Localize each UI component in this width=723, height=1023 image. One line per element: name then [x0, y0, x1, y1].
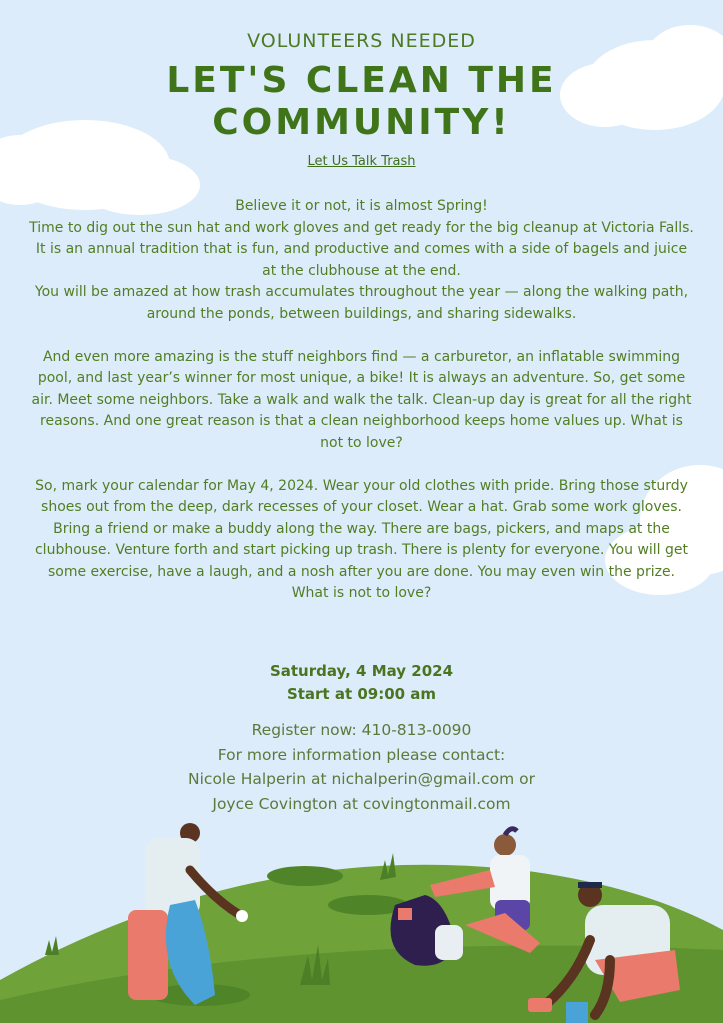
intro-line: Time to dig out the sun hat and work gloves and get ready for the big cleanup at Victoria Falls. — [29, 219, 694, 236]
page-title — [0, 60, 723, 144]
paragraph-calendar: So, mark your calendar for May 4, 2024. Wear your old clothes with pride. Bring those sturdy shoes out from the deep, dark recesses of your closet. Wear a hat. Grab some work gloves. Bring a friend or make a buddy along the way. There are bags, pickers, and maps at the clubhouse. Venture forth and start picking up trash. There is plenty for everyone. You will get some exercise, have a laugh, and a nosh after you are done. You may even win the prize. What is not to love? — [34, 477, 689, 601]
event-time: Start at 09:00 am — [286, 685, 437, 703]
info-label: For more information please contact: — [217, 745, 506, 764]
intro-line: It is an annual tradition that is fun, and productive and comes with a side of bagels and juice at the clubhouse at the end. — [35, 241, 688, 279]
register-phone: Register now: 410-813-0090 — [251, 721, 472, 739]
subtitle: Let Us Talk Trash — [307, 154, 416, 169]
intro-line: Believe it or not, it is almost Spring! — [235, 198, 488, 214]
event-date: Saturday, 4 May 2024 — [269, 662, 454, 680]
intro-line: You will be amazed at how trash accumulates throughout the year — along the walking path, around the ponds, between buildings, and sharing sidewalks. — [34, 284, 689, 322]
title-line-2: COMMUNITY! — [212, 102, 511, 143]
paragraph-finds: And even more amazing is the stuff neighbors find — a carburetor, an inflatable swimming pool, and last year’s winner for most unique, a bike! It is always an adventure. So, get some air. Meet some neighbors. Take a walk and walk the talk. Clean-up day is great for all the right reasons. And one great reason is that a clean neighborhood keeps home values up. What is not to love? — [31, 348, 692, 451]
paragraph-intro — [28, 196, 695, 325]
contact-info — [0, 718, 723, 816]
event-details — [0, 660, 723, 706]
title-line-1: LET'S CLEAN THE — [166, 60, 557, 101]
contact-person-1: Nicole Halperin at nichalperin@gmail.com or — [188, 770, 535, 788]
body-text — [28, 196, 695, 626]
contact-person-2: Joyce Covington at covingtonmail.com — [212, 794, 511, 813]
eyebrow-heading: VOLUNTEERS NEEDED — [247, 30, 476, 52]
